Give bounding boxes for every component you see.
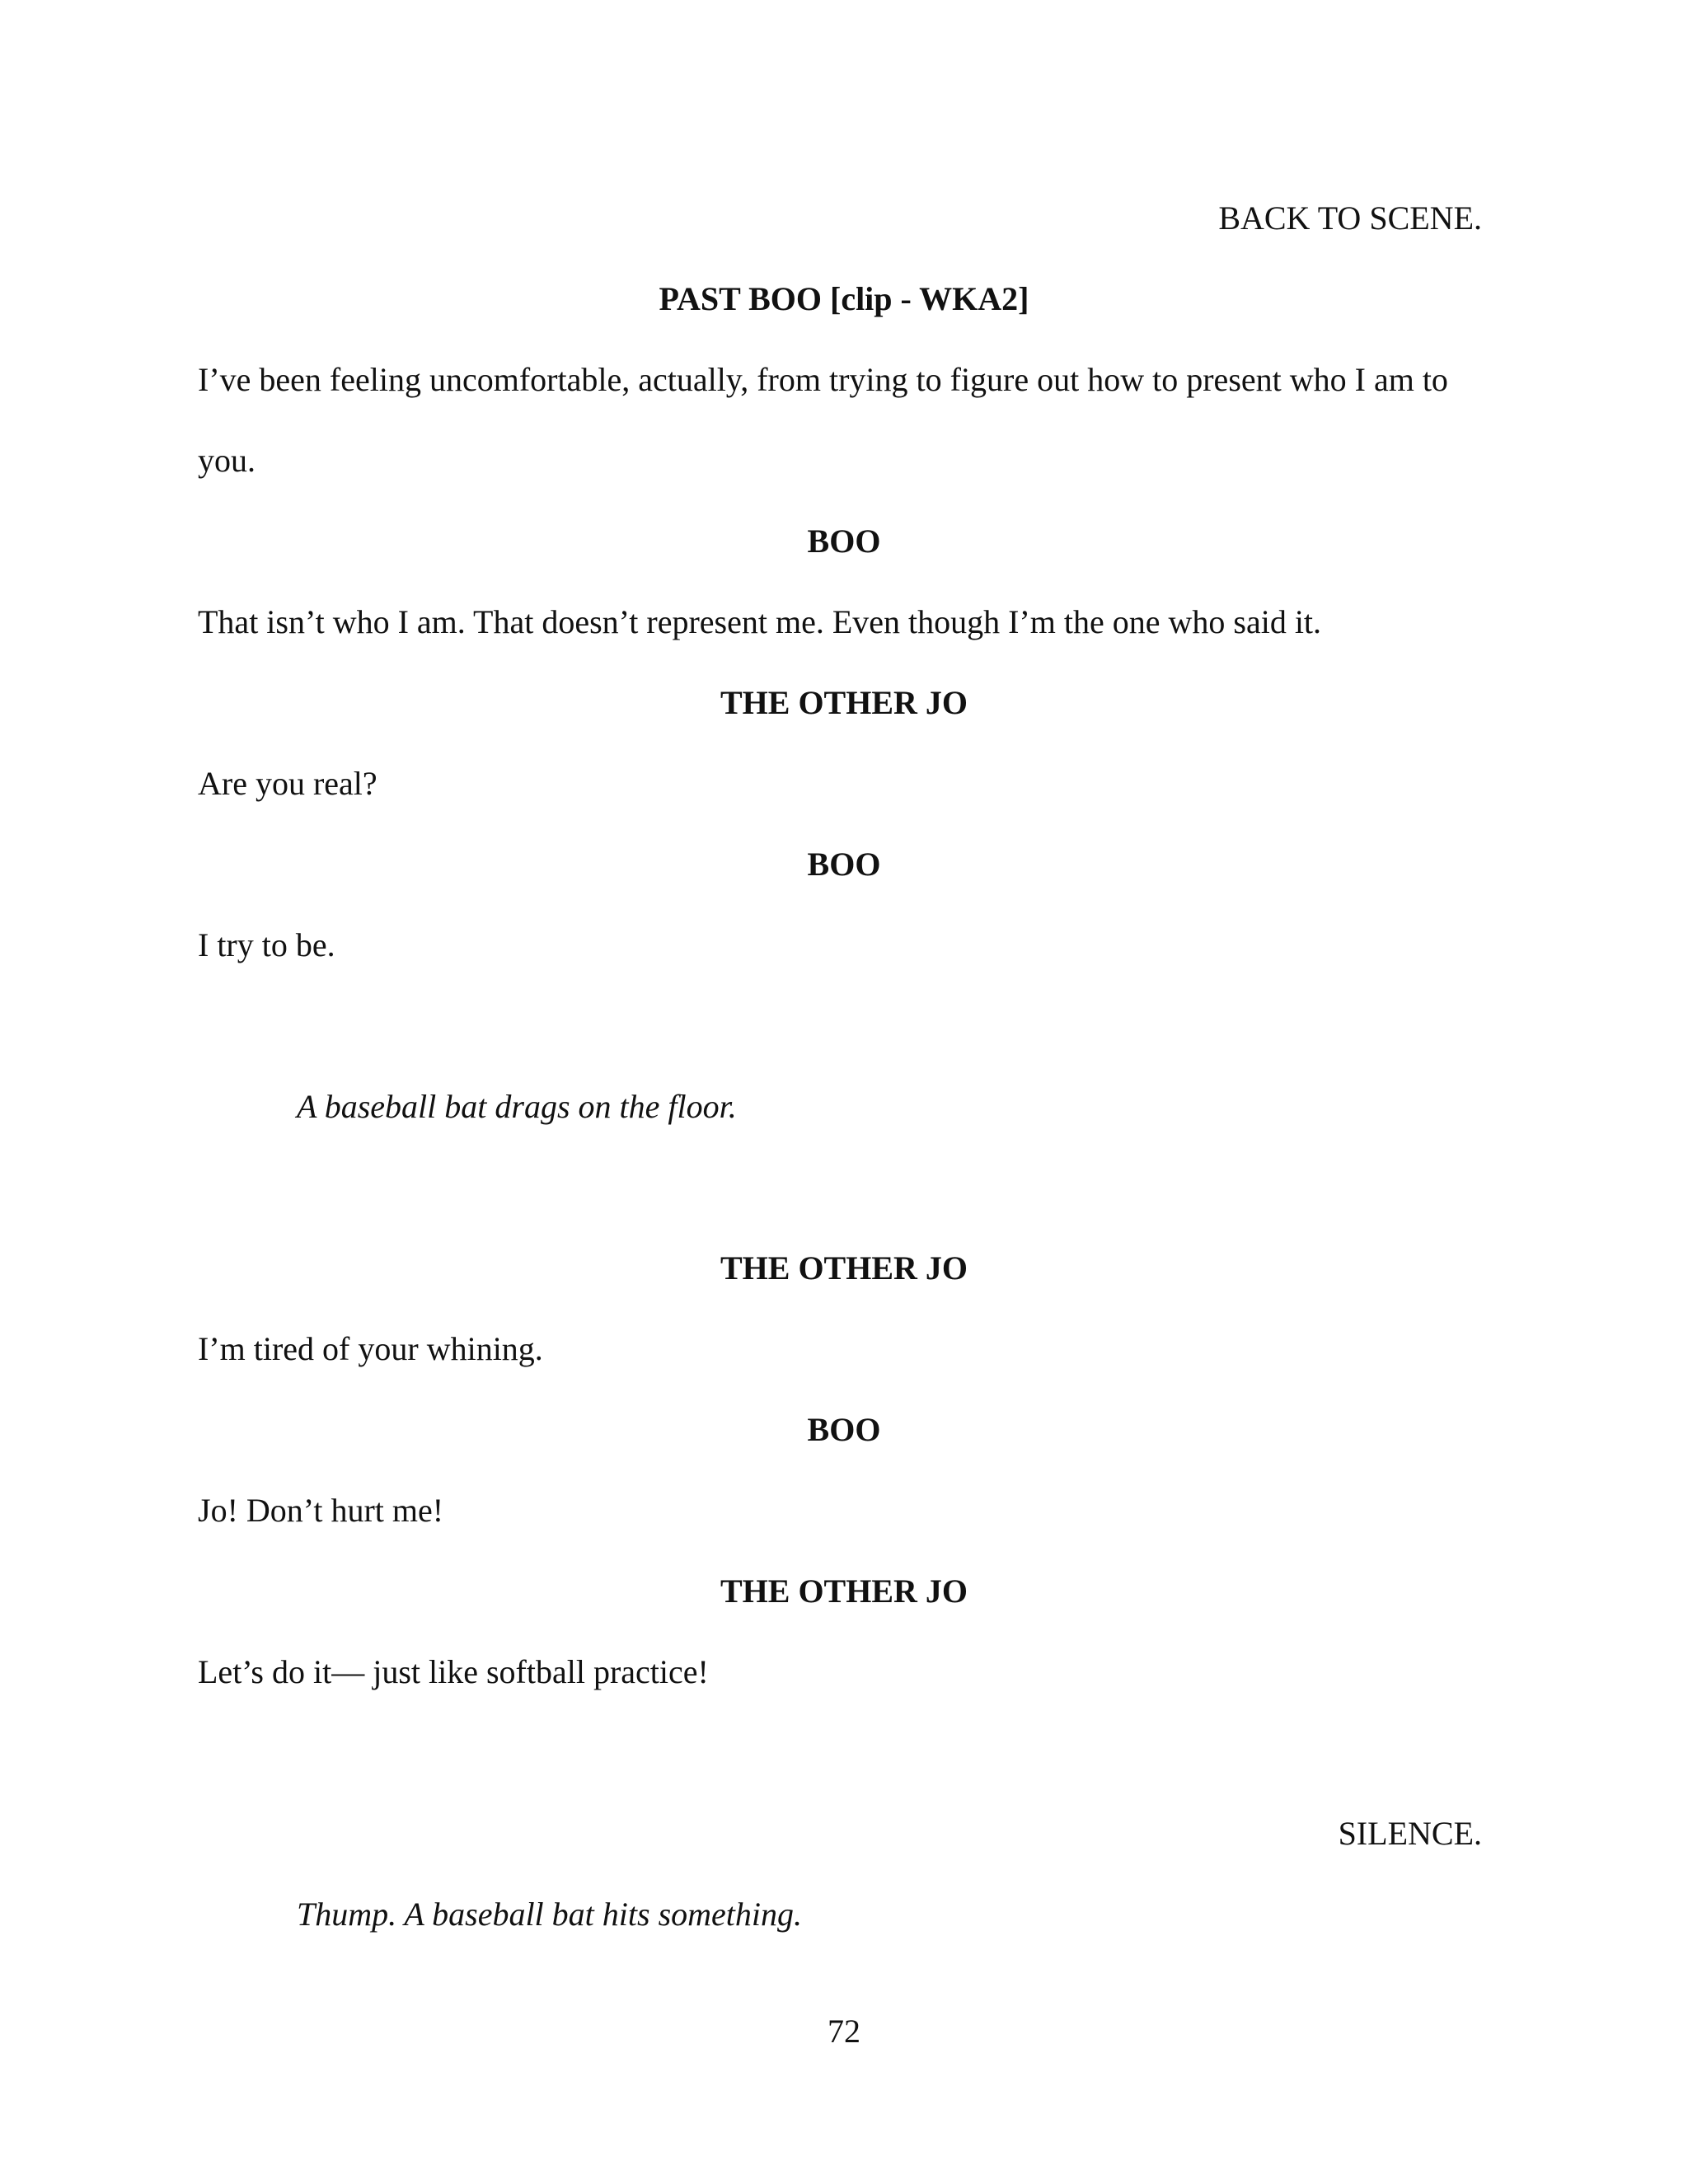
dialogue-line: I’m tired of your whining. bbox=[198, 1330, 543, 1367]
stage-direction: A baseball bat drags on the floor. bbox=[297, 1088, 737, 1125]
character-heading: THE OTHER JO bbox=[720, 684, 968, 721]
dialogue-line: Jo! Don’t hurt me! bbox=[198, 1492, 444, 1529]
dialogue-line: I try to be. bbox=[198, 926, 335, 963]
page-number: 72 bbox=[828, 2013, 860, 2050]
character-heading: BOO bbox=[807, 1411, 881, 1448]
character-heading: PAST BOO [clip - WKA2] bbox=[659, 280, 1029, 317]
transition-silence: SILENCE. bbox=[1338, 1815, 1482, 1852]
dialogue-line: you. bbox=[198, 442, 256, 479]
stage-direction: Thump. A baseball bat hits something. bbox=[297, 1896, 803, 1933]
dialogue-line: Are you real? bbox=[198, 765, 377, 802]
character-heading: THE OTHER JO bbox=[720, 1249, 968, 1286]
transition-back-to-scene: BACK TO SCENE. bbox=[1218, 199, 1482, 237]
character-heading: THE OTHER JO bbox=[720, 1572, 968, 1610]
dialogue-line: Let’s do it— just like softball practice! bbox=[198, 1653, 709, 1690]
character-heading: BOO bbox=[807, 846, 881, 883]
dialogue-line: I’ve been feeling uncomfortable, actually, from trying to figure out how to present who I am to bbox=[198, 361, 1448, 398]
character-heading: BOO bbox=[807, 523, 881, 560]
dialogue-line: That isn’t who I am. That doesn’t represent me. Even though I’m the one who said it. bbox=[198, 603, 1322, 640]
